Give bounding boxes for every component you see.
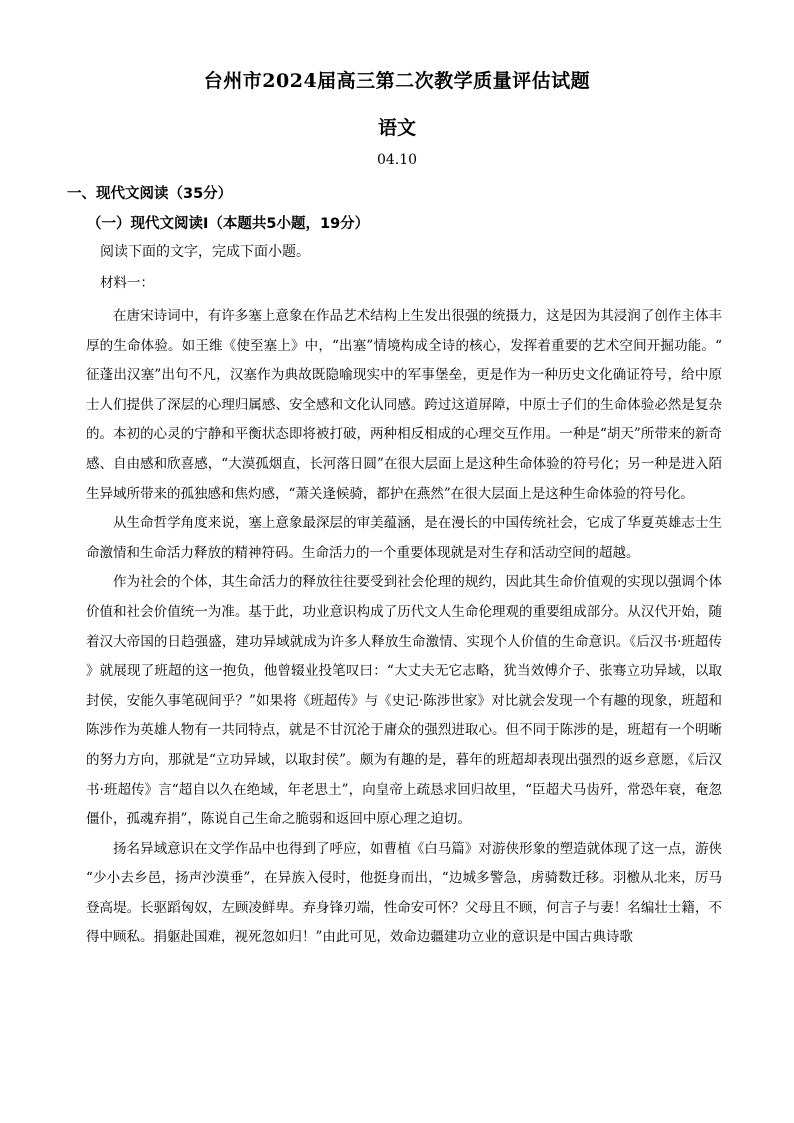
paragraph-1: 在唐宋诗词中，有许多塞上意象在作品艺术结构上生发出很强的统摄力，这是因为其浸润了创作主体丰厚的生命体验。如王维《使至塞上》中，“出塞”情境构成全诗的核心，发挥着重要的艺术空间开掘功能。“征蓬出汉塞”出句不凡，汉塞作为典故既隐喻现实中的军事堡垒，更是作为一种历史文化确证符号，给中原士人们提供了深层的心理归属感、安全感和文化认同感。跨过这道屏障，中原士子们的生命体验必然是复杂的。本初的心灵的宁静和平衡状态即将被打破，两种相反相成的心理交互作用。一种是“胡天”所带来的新奇感、自由感和欣喜感，“大漠孤烟直，长河落日圆”在很大层面上是这种生命体验的符号化；另一种是进入陌生异域所带来的孤独感和焦灼感，“萧关逢候骑，都护在燕然”在很大层面上是这种生命体验的符号化。 [86, 308, 722, 502]
exam-title: 台州市2024届高三第二次教学质量评估试题 [203, 70, 591, 92]
paragraph-3: 作为社会的个体，其生命活力的释放往往要受到社会伦理的规约，因此其生命价值观的实现以强调个体价值和社会价值统一为准。基于此，功业意识构成了历代文人生命伦理观的重要组成部分。从汉代开始，随着汉大帝国的日趋强盛，建功异域就成为许多人释放生命激情、实现个人价值的生命意识。《后汉书·班超传》就展现了班超的这一抱负，他曾辍业投笔叹曰：“大丈夫无它志略，犹当效傅介子、张骞立功异域，以取封侯，安能久事笔砚间乎？”如果将《班超传》与《史记·陈涉世家》对比就会发现一个有趣的现象，班超和陈涉作为英雄人物有一共同特点，就是不甘沉沦于庸众的强烈进取心。但不同于陈涉的是，班超有一个明晰的努力方向，那就是“立功异域，以取封侯”。颇为有趣的是，暮年的班超却表现出强烈的返乡意愿，《后汉书·班超传》言“超自以久在绝域，年老思土”，向皇帝上疏恳求回归故里，“臣超犬马齿歼，常恐年衰，奄忽僵仆，孤魂弃捐”，陈说自己生命之脆弱和返回中原心理之迫切。 [86, 574, 722, 828]
paragraph-4: 扬名异域意识在文学作品中也得到了呼应，如曹植《白马篇》对游侠形象的塑造就体现了这一点，游侠“少小去乡邑，扬声沙漠垂”，在异族入侵时，他挺身而出，“边城多警急，虏骑数迁移。羽檄从北来，厉马登高堤。长驱蹈匈奴，左顾凌鲜卑。弃身锋刃端，性命安可怀？父母且不顾，何言子与妻！名编壮士籍，不得中顾私。捐躯赴国难，视死忽如归！”由此可见，效命边疆建功立业的意识是中国古典诗歌 [86, 840, 722, 946]
material-label: 材料一： [100, 275, 154, 291]
subsection-heading: （一）现代文阅读Ⅰ（本题共5小题，19分） [87, 216, 370, 232]
subject-title: 语文 [377, 117, 416, 139]
exam-date: 04.10 [376, 152, 418, 168]
reading-instruction: 阅读下面的文字，完成下面小题。 [100, 244, 310, 260]
paragraph-2: 从生命哲学角度来说，塞上意象最深层的审美蕴涵，是在漫长的中国传统社会，它成了华夏英雄志士生命激情和生命活力释放的精神符码。生命活力的一个重要体现就是对生存和活动空间的超越。 [86, 515, 722, 561]
section-heading: 一、现代文阅读（35分） [67, 186, 233, 202]
article-body [86, 302, 722, 953]
